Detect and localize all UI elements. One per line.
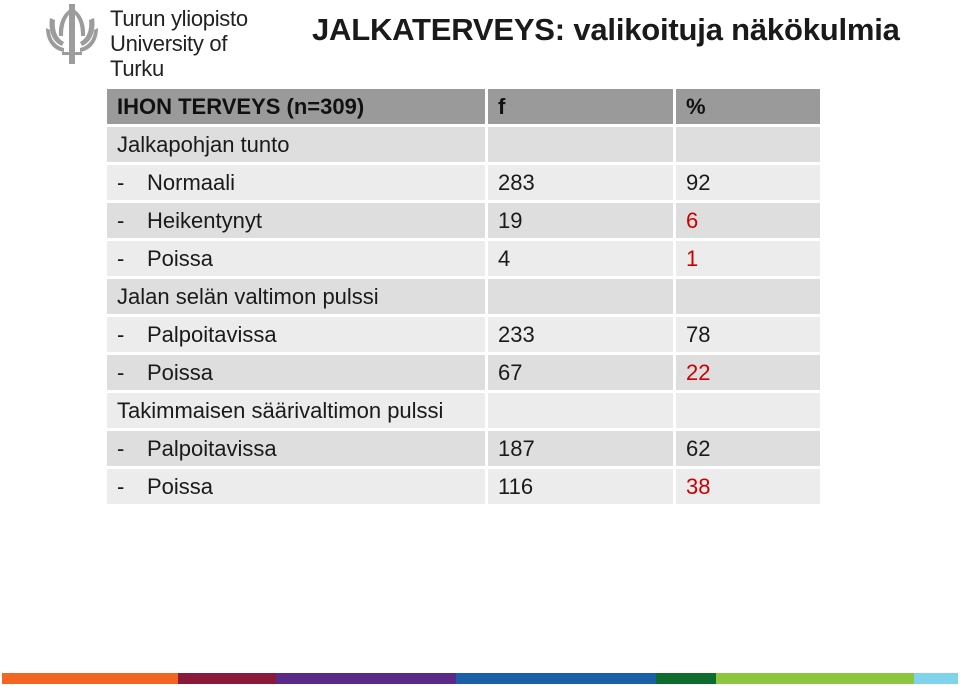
- table-row: [107, 203, 820, 238]
- university-logo: [44, 2, 274, 81]
- header-percent: %: [676, 89, 820, 124]
- table-row: [107, 355, 820, 390]
- row-percent: 6: [676, 203, 820, 238]
- bullet-dash: -: [117, 359, 125, 385]
- row-frequency: 187: [488, 431, 673, 466]
- footer-stripe-segment: [716, 673, 914, 684]
- header-frequency: f: [488, 89, 673, 124]
- bullet-dash: -: [117, 207, 125, 233]
- row-frequency: 4: [488, 241, 673, 276]
- bullet-dash: -: [117, 473, 125, 499]
- skin-health-table: [104, 86, 823, 507]
- row-group-label: [107, 279, 485, 314]
- footer-stripe-segment: [276, 673, 456, 684]
- row-label-text: Jalkapohjan tunto: [117, 131, 290, 157]
- row-percent: 38: [676, 469, 820, 504]
- row-frequency: [488, 279, 673, 314]
- row-percent: [676, 127, 820, 162]
- row-sub-label: [107, 469, 485, 504]
- row-frequency: 116: [488, 469, 673, 504]
- footer-stripe-segment: [656, 673, 716, 684]
- row-label-text: Heikentynyt: [147, 207, 262, 233]
- row-sub-label: [107, 317, 485, 352]
- university-name-finnish: Turun yliopisto: [110, 6, 248, 31]
- row-frequency: 19: [488, 203, 673, 238]
- row-label-text: Poissa: [147, 473, 214, 499]
- table-row: [107, 469, 820, 504]
- footer-stripe-segment: [2, 673, 178, 684]
- row-label-text: Palpoitavissa: [147, 321, 277, 347]
- table-header-row: [107, 89, 820, 124]
- bullet-dash: -: [117, 245, 125, 271]
- row-percent: 92: [676, 165, 820, 200]
- row-percent: 22: [676, 355, 820, 390]
- row-percent: [676, 393, 820, 428]
- bullet-dash: -: [117, 169, 125, 195]
- table-row: [107, 127, 820, 162]
- row-percent: 1: [676, 241, 820, 276]
- row-label-text: Jalan selän valtimon pulssi: [117, 283, 379, 309]
- header-category: IHON TERVEYS (n=309): [107, 89, 485, 124]
- row-label-text: Poissa: [147, 359, 214, 385]
- row-frequency: 283: [488, 165, 673, 200]
- row-sub-label: [107, 165, 485, 200]
- row-frequency: [488, 393, 673, 428]
- table-row: [107, 393, 820, 428]
- row-percent: [676, 279, 820, 314]
- table-row: [107, 165, 820, 200]
- bullet-dash: -: [117, 321, 125, 347]
- table-body: [107, 127, 820, 504]
- row-label-text: Palpoitavissa: [147, 435, 277, 461]
- row-sub-label: [107, 203, 485, 238]
- table-row: [107, 317, 820, 352]
- university-emblem-icon: [44, 2, 100, 66]
- row-frequency: [488, 127, 673, 162]
- page-title: JALKATERVEYS: valikoituja näkökulmia: [312, 12, 900, 47]
- bullet-dash: -: [117, 435, 125, 461]
- row-label-text: Poissa: [147, 245, 214, 271]
- footer-stripe-segment: [914, 673, 958, 684]
- row-sub-label: [107, 241, 485, 276]
- row-label-text: Normaali: [147, 169, 236, 195]
- university-name-english: University of Turku: [110, 31, 228, 81]
- row-sub-label: [107, 355, 485, 390]
- table-row: [107, 241, 820, 276]
- row-percent: 62: [676, 431, 820, 466]
- row-group-label: [107, 127, 485, 162]
- row-label-text: Takimmaisen säärivaltimon pulssi: [117, 397, 444, 423]
- footer-stripe-segment: [456, 673, 656, 684]
- row-percent: 78: [676, 317, 820, 352]
- row-group-label: [107, 393, 485, 428]
- footer-stripe-segment: [178, 673, 276, 684]
- table-row: [107, 431, 820, 466]
- row-frequency: 67: [488, 355, 673, 390]
- university-name: [110, 6, 274, 81]
- table-row: [107, 279, 820, 314]
- row-frequency: 233: [488, 317, 673, 352]
- row-sub-label: [107, 431, 485, 466]
